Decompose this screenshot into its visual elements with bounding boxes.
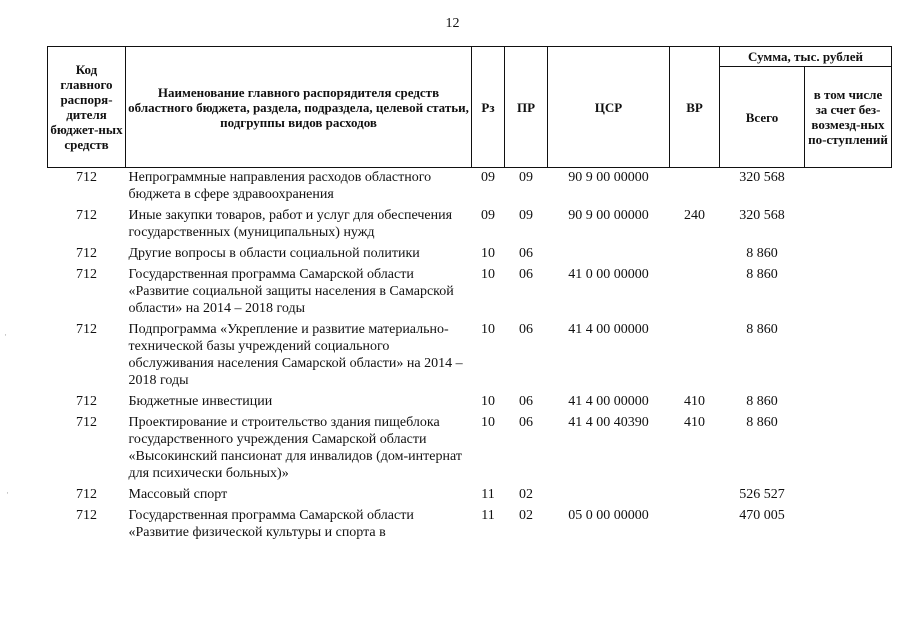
cell-pr: 06	[519, 267, 533, 282]
cell-rz: 09	[481, 170, 495, 185]
cell-csr: 90 9 00 00000	[568, 208, 649, 223]
table-row	[48, 506, 892, 544]
table-row	[48, 392, 892, 413]
cell-vr	[670, 168, 720, 207]
cell-pr: 02	[519, 508, 533, 523]
cell-incl	[805, 168, 892, 207]
cell-incl	[805, 206, 892, 244]
header-total: Всего	[720, 67, 805, 168]
scan-mark: ·	[6, 488, 9, 498]
cell-total: 8 860	[746, 322, 778, 337]
cell-total: 320 568	[739, 170, 785, 185]
cell-rz: 11	[481, 487, 495, 502]
cell-csr: 41 4 00 00000	[568, 394, 649, 409]
cell-csr: 41 4 00 40390	[568, 415, 649, 430]
cell-csr	[548, 244, 670, 265]
cell-incl	[805, 244, 892, 265]
cell-total: 8 860	[746, 246, 778, 261]
cell-code: 712	[76, 508, 97, 523]
cell-pr: 09	[519, 170, 533, 185]
header-rz: Рз	[472, 47, 505, 168]
cell-name: Массовый спорт	[128, 487, 228, 502]
cell-code: 712	[76, 487, 97, 502]
budget-table-container	[47, 46, 891, 544]
cell-total: 8 860	[746, 415, 778, 430]
cell-name: Подпрограмма «Укрепление и развитие материально-технической базы учреждений социального обслуживания населения Самарской области» на 2014 – 2018 годы	[128, 322, 463, 388]
header-code: Код главного распоря-дителя бюджет-ных средств	[48, 47, 126, 168]
cell-code: 712	[76, 170, 97, 185]
cell-code: 712	[76, 246, 97, 261]
cell-code: 712	[76, 267, 97, 282]
header-sum-group: Сумма, тыс. рублей	[720, 47, 892, 67]
cell-incl	[805, 485, 892, 506]
cell-code: 712	[76, 415, 97, 430]
page-number: 12	[445, 16, 460, 31]
cell-name: Государственная программа Самарской области «Развитие социальной защиты населения в Самарской области» на 2014 – 2018 годы	[128, 267, 454, 316]
cell-vr: 240	[684, 208, 705, 223]
cell-pr: 09	[519, 208, 533, 223]
table-row	[48, 168, 892, 207]
cell-rz: 09	[481, 208, 495, 223]
cell-csr: 41 0 00 00000	[568, 267, 649, 282]
cell-rz: 10	[481, 322, 495, 337]
table-row	[48, 413, 892, 485]
cell-csr: 05 0 00 00000	[568, 508, 649, 523]
cell-csr: 41 4 00 00000	[568, 322, 649, 337]
table-row	[48, 320, 892, 392]
cell-incl	[805, 392, 892, 413]
cell-csr	[548, 485, 670, 506]
cell-incl	[805, 413, 892, 485]
cell-name: Бюджетные инвестиции	[128, 394, 273, 409]
cell-total: 8 860	[746, 267, 778, 282]
cell-name: Другие вопросы в области социальной политики	[128, 246, 420, 261]
cell-total: 320 568	[739, 208, 785, 223]
cell-vr	[670, 265, 720, 320]
scan-mark: ·	[4, 330, 7, 340]
cell-csr: 90 9 00 00000	[568, 170, 649, 185]
cell-rz: 10	[481, 267, 495, 282]
header-incl: в том числе за счет без-возмезд-ных по-ступлений	[805, 67, 892, 168]
cell-vr: 410	[684, 394, 705, 409]
header-pr: ПР	[505, 47, 548, 168]
cell-vr	[670, 244, 720, 265]
cell-code: 712	[76, 322, 97, 337]
cell-vr: 410	[684, 415, 705, 430]
cell-pr: 02	[519, 487, 533, 502]
cell-code: 712	[76, 394, 97, 409]
cell-total: 8 860	[746, 394, 778, 409]
table-row	[48, 485, 892, 506]
cell-vr	[670, 485, 720, 506]
cell-total: 470 005	[739, 508, 785, 523]
budget-table	[47, 46, 892, 544]
cell-pr: 06	[519, 246, 533, 261]
cell-rz: 10	[481, 246, 495, 261]
cell-vr	[670, 320, 720, 392]
cell-name: Иные закупки товаров, работ и услуг для обеспечения государственных (муниципальных) нужд	[128, 208, 453, 240]
table-header	[48, 47, 892, 168]
header-vr: ВР	[670, 47, 720, 168]
header-name: Наименование главного распорядителя средств областного бюджета, раздела, подраздела, целевой статьи, подгруппы видов расходов	[126, 47, 472, 168]
cell-name: Непрограммные направления расходов областного бюджета в сфере здравоохранения	[128, 170, 432, 202]
cell-name: Проектирование и строительство здания пищеблока государственного учреждения Самарской области «Высокинский пансионат для инвалидов (дом-интернат для психически больных)»	[128, 415, 462, 481]
cell-total: 526 527	[739, 487, 785, 502]
header-csr: ЦСР	[548, 47, 670, 168]
cell-vr	[670, 506, 720, 544]
cell-incl	[805, 265, 892, 320]
table-row	[48, 206, 892, 244]
cell-pr: 06	[519, 415, 533, 430]
cell-rz: 10	[481, 415, 495, 430]
table-body	[48, 168, 892, 545]
cell-pr: 06	[519, 322, 533, 337]
cell-incl	[805, 506, 892, 544]
cell-rz: 11	[481, 508, 495, 523]
table-row	[48, 265, 892, 320]
cell-rz: 10	[481, 394, 495, 409]
cell-incl	[805, 320, 892, 392]
cell-pr: 06	[519, 394, 533, 409]
cell-name: Государственная программа Самарской области «Развитие физической культуры и спорта в	[128, 508, 414, 540]
table-row	[48, 244, 892, 265]
cell-code: 712	[76, 208, 97, 223]
